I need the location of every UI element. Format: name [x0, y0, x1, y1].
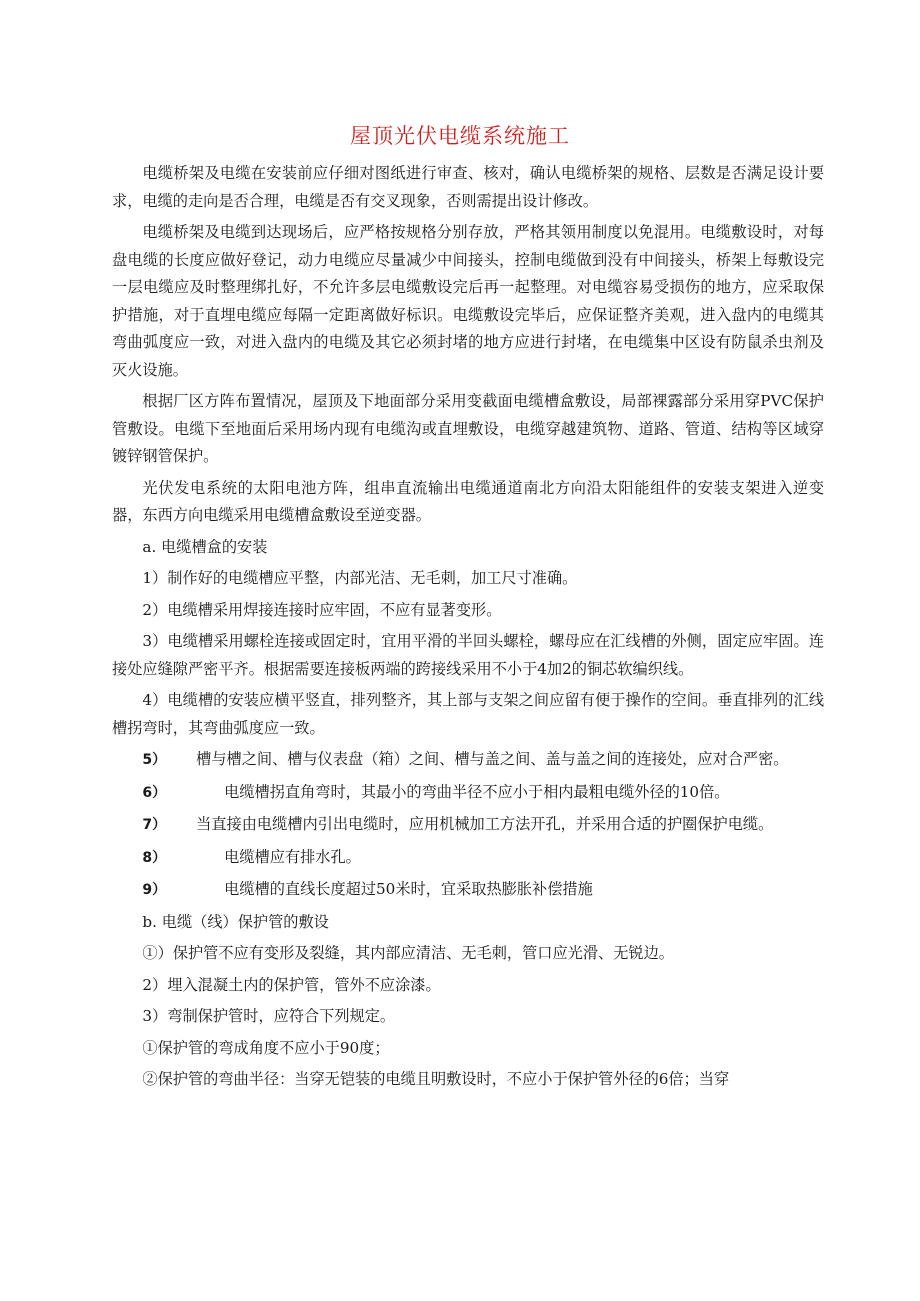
list-item: [112, 1066, 824, 1094]
list-number: ①: [142, 1038, 158, 1057]
section-a-heading: a. 电缆槽盒的安装: [142, 537, 268, 556]
list-item: [112, 940, 824, 968]
list-text: 弯制保护管时，应符合下列规定。: [167, 1007, 396, 1025]
list-item: [112, 811, 824, 840]
list-text: 制作好的电缆槽应平整，内部光洁、无毛刺，加工尺寸准确。: [167, 569, 578, 587]
list-item: [112, 1035, 824, 1063]
list-item: [112, 565, 824, 593]
list-number: 2）: [142, 600, 168, 619]
list-text: 电缆槽的安装应横平竖直，排列整齐，其上部与支架之间应留有便于操作的空间。垂直排列的汇线槽拐弯时，其弯曲弧度应一致。: [112, 691, 825, 737]
document-body: [112, 160, 824, 1098]
list-number: ①）: [142, 944, 173, 962]
paragraph-2: 电缆桥架及电缆到达现场后，应严格按规格分别存放，严格其领用制度以免混用。电缆敷设时，对每盘电缆的长度应做好登记，动力电缆应尽量减少中间接头，控制电缆做到没有中间接头，桥架上每敷设完一层电缆应及时整理绑扎好，不允许多层电缆敷设完后再一起整理。对电缆容易受损伤的地方，应采取保护措施，对于直埋电缆应每隔一定距离做好标识。电缆敷设完毕后，应保证整齐美观，进入盘内的电缆其弯曲弧度应一致，对进入盘内的电缆及其它必须封堵的地方应进行封堵，在电缆集中区设有防鼠杀虫剂及灭火设施。: [112, 223, 824, 379]
list-text: 电缆槽应有排水孔。: [224, 847, 361, 866]
list-number: 6）: [142, 784, 167, 801]
paragraph-3: 根据厂区方阵布置情况，屋顶及下地面部分采用变截面电缆槽盒敷设，局部裸露部分采用穿PVC保护管敷设。电缆下至地面后采用场内现有电缆沟或直埋敷设，电缆穿越建筑物、道路、管道、结构等区域穿镀锌钢管保护。: [112, 392, 824, 465]
list-number: 3）: [142, 1007, 168, 1025]
list-text: 当直接由电缆槽内引出电缆时，应用机械加工方法开孔，并采用合适的护圈保护电缆。: [196, 815, 774, 833]
list-item: [112, 779, 824, 808]
list-text: 保护管不应有变形及裂缝，其内部应清洁、无毛刺，管口应光滑、无锐边。: [172, 944, 674, 962]
list-number: 2）: [142, 975, 168, 994]
list-number: 9）: [142, 882, 167, 898]
list-item: [112, 972, 824, 1000]
list-text: 电缆槽采用焊接连接时应牢固，不应有显著变形。: [167, 600, 502, 619]
list-number: 4）: [142, 691, 168, 709]
list-item: [112, 844, 824, 873]
paragraph-4: 光伏发电系统的太阳电池方阵，组串直流输出电缆通道南北方向沿太阳能组件的安装支架进入逆变器，东西方向电缆采用电缆槽盒敷设至逆变器。: [112, 478, 824, 524]
list-text: 槽与槽之间、槽与仪表盘（箱）之间、槽与盖之间、盖与盖之间的连接处，应对合严密。: [196, 750, 789, 768]
paragraph-1: 电缆桥架及电缆在安装前应仔细对图纸进行审查、核对，确认电缆桥架的规格、层数是否满足设计要求，电缆的走向是否合理，电缆是否有交叉现象，否则需提出设计修改。: [112, 164, 824, 210]
list-number: 7）: [142, 817, 167, 833]
list-number: 5）: [142, 752, 167, 768]
list-number: 3）: [142, 632, 168, 650]
list-number: ②: [142, 1070, 158, 1088]
list-text: 埋入混凝土内的保护管，管外不应涂漆。: [167, 975, 441, 994]
list-text: 电缆槽拐直角弯时，其最小的弯曲半径不应小于相内最粗电缆外径的10倍。: [224, 782, 730, 801]
list-item: [112, 628, 824, 683]
list-number: 1）: [142, 569, 168, 587]
section-b-heading: b. 电缆（线）保护管的敷设: [142, 912, 329, 931]
document-title: 屋顶光伏电缆系统施工: [350, 124, 570, 148]
list-item: [112, 746, 824, 775]
list-item: [112, 687, 824, 742]
list-item: [112, 1003, 824, 1031]
list-text: 电缆槽的直线长度超过50米时，宜采取热膨胀补偿措施: [224, 880, 593, 898]
list-text: 保护管的弯曲半径：当穿无铠装的电缆且明敷设时，不应小于保护管外径的6倍；当穿: [157, 1070, 730, 1088]
list-item: [112, 876, 824, 905]
list-number: 8）: [142, 849, 167, 866]
list-text: 保护管的弯成角度不应小于90度；: [157, 1038, 390, 1057]
list-text: 电缆槽采用螺栓连接或固定时，宜用平滑的半回头螺栓，螺母应在汇线槽的外侧，固定应牢固。连接处应缝隙严密平齐。根据需要连接板两端的跨接线采用不小于4加2的铜芯软编织线。: [112, 632, 825, 678]
list-item: [112, 597, 824, 625]
